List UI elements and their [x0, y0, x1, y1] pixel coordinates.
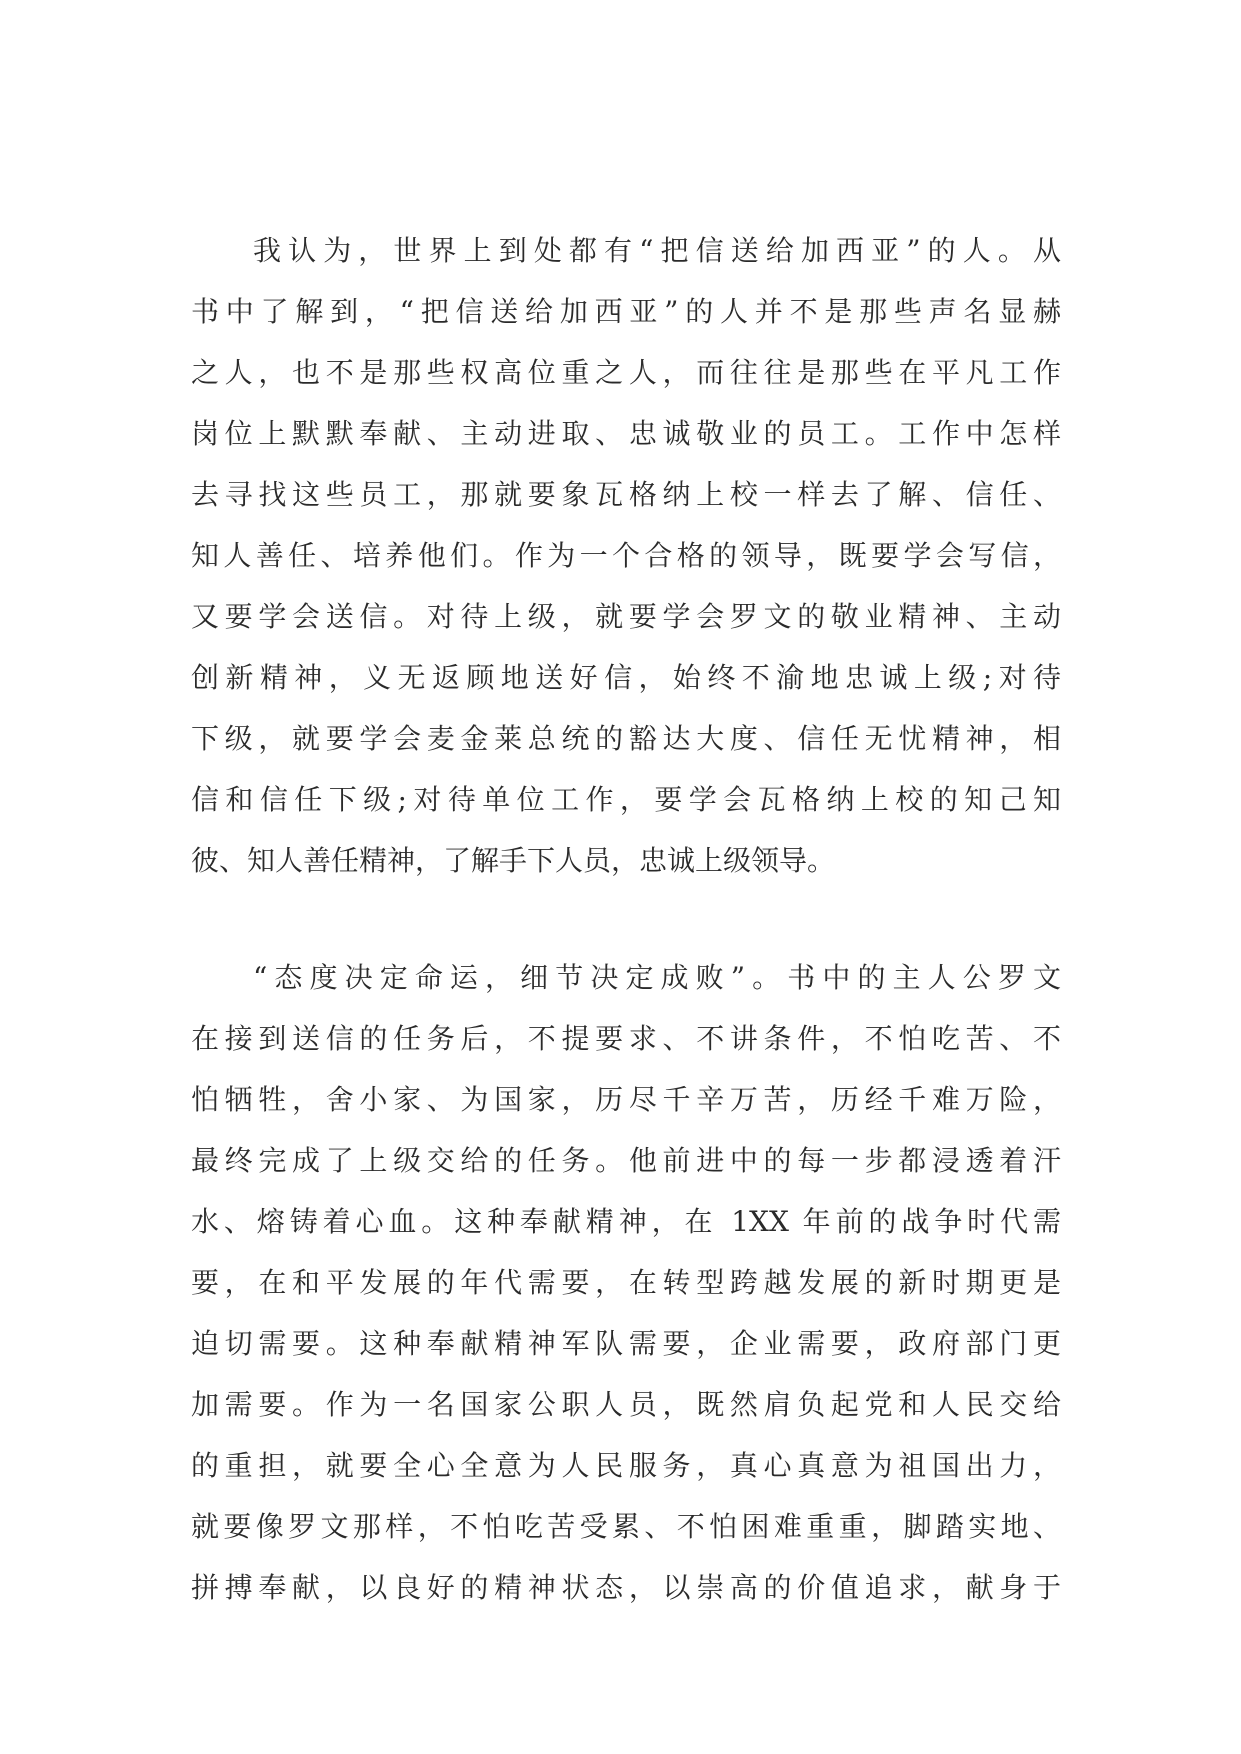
paragraph-line: 迫切需要。这种奉献精神军队需要，企业需要，政府部门更 — [191, 1327, 1061, 1360]
paragraph-line: 怕牺牲，舍小家、为国家，历尽千辛万苦，历经千难万险， — [191, 1083, 1061, 1116]
paragraph-spacer — [191, 891, 1061, 947]
paragraph-line: 知人善任、培养他们。作为一个合格的领导，既要学会写信， — [191, 539, 1061, 572]
paragraph-line: 彼、知人善任精神，了解手下人员，忠诚上级领导。 — [191, 844, 836, 877]
paragraph-line: 书中了解到，“把信送给加西亚”的人并不是那些声名显赫 — [191, 295, 1061, 328]
paragraph-line: “态度决定命运，细节决定成败”。书中的主人公罗文 — [253, 961, 1061, 994]
paragraph-line: 之人，也不是那些权高位重之人，而往往是那些在平凡工作 — [191, 356, 1061, 389]
paragraph-line: 最终完成了上级交给的任务。他前进中的每一步都浸透着汗 — [191, 1144, 1061, 1177]
paragraph-line: 的重担，就要全心全意为人民服务，真心真意为祖国出力， — [191, 1449, 1061, 1482]
paragraph-line: 下级，就要学会麦金莱总统的豁达大度、信任无忧精神，相 — [191, 722, 1061, 755]
paragraph-line: 创新精神，义无返顾地送好信，始终不渝地忠诚上级;对待 — [191, 661, 1061, 694]
paragraph-line: 在接到送信的任务后，不提要求、不讲条件，不怕吃苦、不 — [191, 1022, 1061, 1055]
paragraph-line: 信和信任下级;对待单位工作，要学会瓦格纳上校的知己知 — [191, 783, 1061, 816]
paragraph-line: 岗位上默默奉献、主动进取、忠诚敬业的员工。工作中怎样 — [191, 417, 1061, 450]
paragraph-line: 加需要。作为一名国家公职人员，既然肩负起党和人民交给 — [191, 1388, 1061, 1421]
paragraph-line: 就要像罗文那样，不怕吃苦受累、不怕困难重重，脚踏实地、 — [191, 1510, 1061, 1543]
paragraph-line: 又要学会送信。对待上级，就要学会罗文的敬业精神、主动 — [191, 600, 1061, 633]
paragraph-line: 拼搏奉献，以良好的精神状态，以崇高的价值追求，献身于 — [191, 1571, 1061, 1604]
paragraph-line: 要，在和平发展的年代需要，在转型跨越发展的新时期更是 — [191, 1266, 1061, 1299]
paragraph-2 — [191, 947, 1061, 1618]
paragraph-1 — [191, 220, 1061, 891]
paragraph-line: 去寻找这些员工，那就要象瓦格纳上校一样去了解、信任、 — [191, 478, 1061, 511]
document-body — [191, 220, 1061, 1618]
paragraph-line: 水、熔铸着心血。这种奉献精神，在 1XX 年前的战争时代需 — [191, 1205, 1061, 1238]
paragraph-line: 我认为，世界上到处都有“把信送给加西亚”的人。从 — [253, 234, 1061, 267]
